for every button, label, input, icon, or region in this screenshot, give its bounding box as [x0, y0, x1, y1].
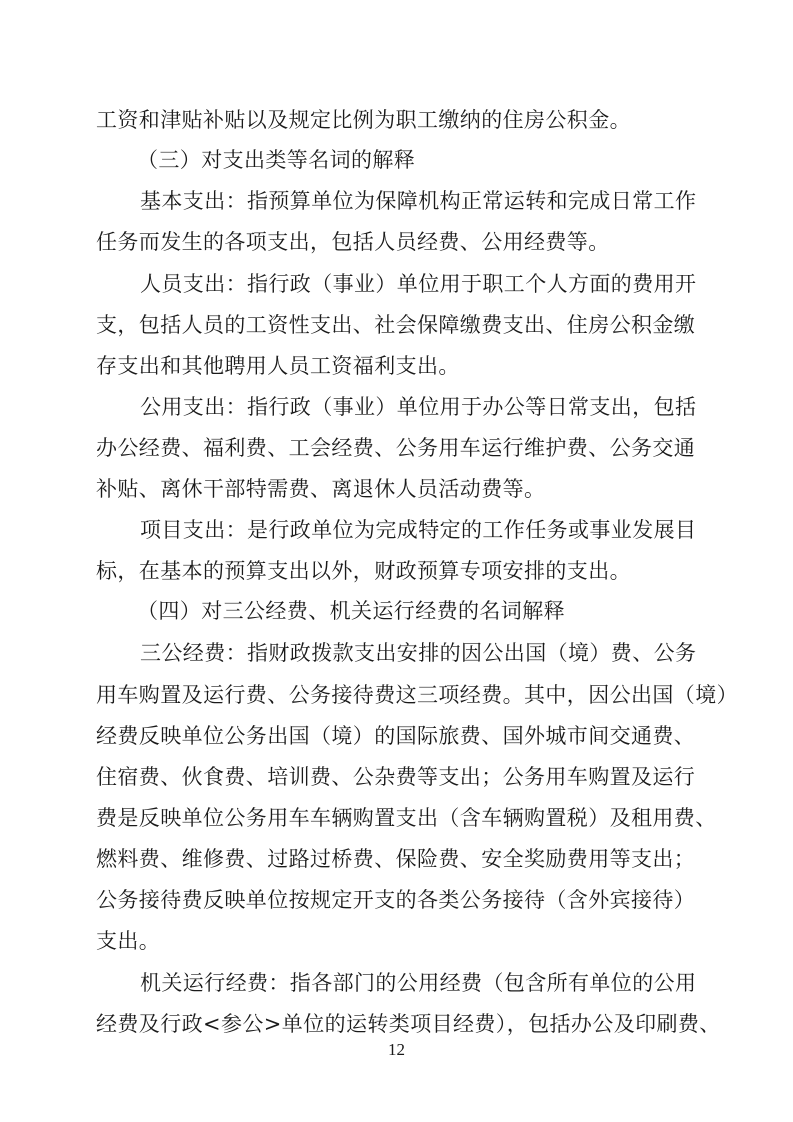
text-line: 支出。: [96, 929, 161, 953]
text-line: 人员支出：指行政（事业）单位用于职工个人方面的费用开: [140, 272, 697, 296]
text-line: 标，在基本的预算支出以外，财政预算专项安排的支出。: [96, 559, 631, 583]
text-line: 住宿费、伙食费、培训费、公杂费等支出；公务用车购置及运行: [96, 765, 696, 789]
text-line: 经费及行政<参公>单位的运转类项目经费），包括办公及印刷费、: [96, 1012, 721, 1036]
text-line: 公务接待费反映单位按规定开支的各类公务接待（含外宾接待）: [96, 888, 696, 912]
text-line: 经费反映单位公务出国（境）的国际旅费、国外城市间交通费、: [96, 724, 696, 748]
text-line: 基本支出：指预算单位为保障机构正常运转和完成日常工作: [140, 189, 697, 213]
text-line: 项目支出：是行政单位为完成特定的工作任务或事业发展目: [140, 518, 697, 542]
text-line: 机关运行经费：指各部门的公用经费（包含所有单位的公用: [140, 971, 697, 995]
page-number: 12: [388, 1040, 405, 1059]
text-line: 补贴、离休干部特需费、离退休人员活动费等。: [96, 477, 546, 501]
text-line: 用车购置及运行费、公务接待费这三项经费。其中，因公出国（境）: [96, 683, 738, 707]
text-line: 办公经费、福利费、工会经费、公务用车运行维护费、公务交通: [96, 436, 696, 460]
section-heading: （四）对三公经费、机关运行经费的名词解释: [137, 599, 565, 623]
text-line: 三公经费：指财政拨款支出安排的因公出国（境）费、公务: [140, 641, 697, 665]
section-heading: （三）对支出类等名词的解释: [137, 148, 416, 172]
text-line: 费是反映单位公务用车车辆购置支出（含车辆购置税）及租用费、: [96, 806, 717, 830]
text-line: 公用支出：指行政（事业）单位用于办公等日常支出，包括: [140, 395, 697, 419]
text-line: 任务而发生的各项支出，包括人员经费、公用经费等。: [96, 230, 610, 254]
text-line: 存支出和其他聘用人员工资福利支出。: [96, 354, 460, 378]
text-line: 工资和津贴补贴以及规定比例为职工缴纳的住房公积金。: [96, 108, 631, 132]
text-line: 燃料费、维修费、过路过桥费、保险费、安全奖励费用等支出；: [96, 847, 696, 871]
text-line: 支，包括人员的工资性支出、社会保障缴费支出、住房公积金缴: [96, 313, 696, 337]
